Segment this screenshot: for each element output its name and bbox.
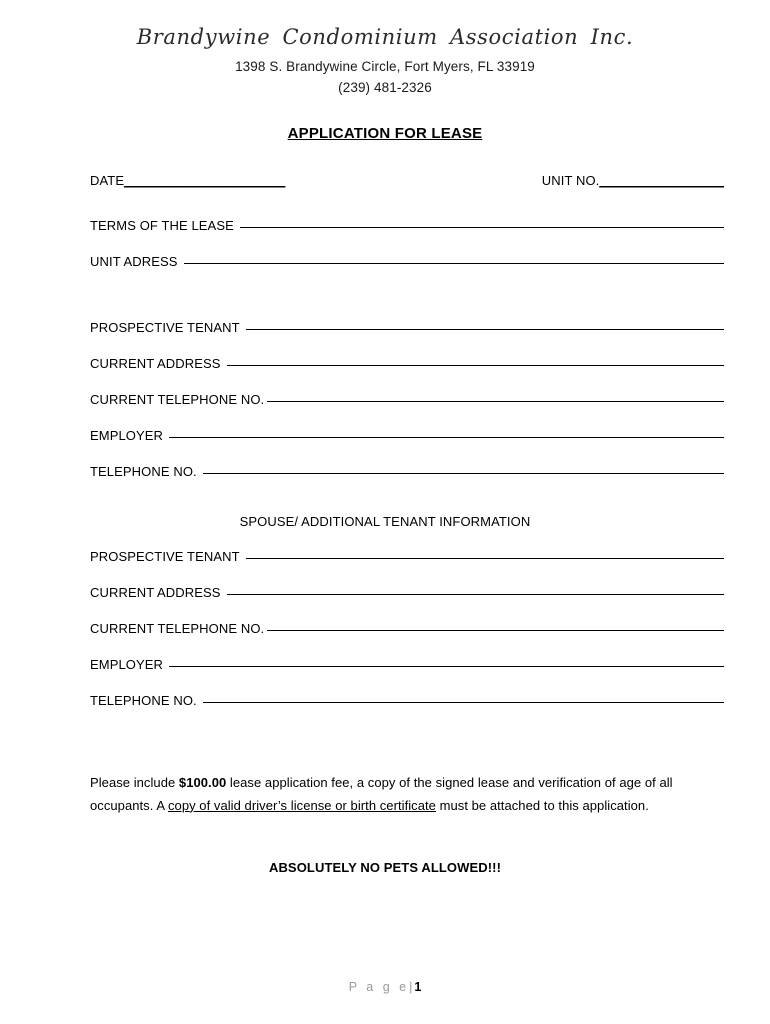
field-input-rule[interactable] (203, 473, 724, 474)
field-label: UNIT ADRESS (90, 254, 178, 270)
page-footer (0, 980, 770, 994)
organization-address: 1398 S. Brandywine Circle, Fort Myers, FL 33919 (235, 59, 535, 75)
form-body (0, 173, 770, 875)
notice-text-part2: lease application fee, a copy of the signed lease and verification of age of all occupants. A (90, 775, 673, 813)
date-field[interactable] (90, 173, 285, 188)
primary-tenant-section (90, 320, 724, 479)
field-label: EMPLOYER (90, 428, 164, 444)
field-input-rule[interactable] (169, 666, 724, 667)
document-title-container (0, 125, 770, 143)
application-fee-notice (90, 772, 726, 818)
page-title: APPLICATION FOR LEASE (287, 125, 483, 143)
field-input-rule[interactable] (267, 630, 724, 631)
field-spouse-current-address[interactable] (90, 585, 724, 600)
field-spouse-telephone-no[interactable] (90, 693, 724, 708)
notice-text-part3: must be attached to this application. (435, 797, 649, 813)
notice-text-part1: Please include (90, 775, 179, 791)
field-label: CURRENT ADDRESS (90, 585, 221, 601)
footer-page-word: P a g e (348, 980, 410, 994)
field-label: TERMS OF THE LEASE (90, 218, 234, 234)
spouse-tenant-section (90, 549, 724, 708)
footer-separator: | (409, 980, 415, 994)
spacer (90, 729, 724, 759)
field-label: TELEPHONE NO. (90, 693, 197, 709)
field-current-address[interactable] (90, 356, 724, 371)
spacer (90, 500, 724, 514)
field-spouse-current-telephone-no[interactable] (90, 621, 724, 636)
date-label: DATE (90, 173, 125, 189)
field-input-rule[interactable] (203, 702, 724, 703)
field-spouse-prospective-tenant[interactable] (90, 549, 724, 564)
field-input-rule[interactable] (227, 594, 724, 595)
field-unit-adress[interactable] (90, 254, 724, 269)
field-input-rule[interactable] (169, 437, 724, 438)
date-input-rule[interactable]: ______________________ (124, 173, 286, 189)
organization-phone: (239) 481-2326 (338, 80, 432, 96)
field-prospective-tenant[interactable] (90, 320, 724, 335)
letterhead (0, 0, 770, 95)
footer-page-number: 1 (414, 980, 422, 994)
field-input-rule[interactable] (240, 227, 724, 228)
field-terms-of-the-lease[interactable] (90, 218, 724, 233)
field-telephone-no[interactable] (90, 464, 724, 479)
field-label: CURRENT TELEPHONE NO. (90, 621, 265, 637)
no-pets-notice: ABSOLUTELY NO PETS ALLOWED!!! (268, 859, 502, 875)
unit-no-field[interactable] (542, 173, 724, 188)
spacer (90, 188, 724, 218)
unit-no-label: UNIT NO. (541, 173, 600, 189)
organization-name: Brandywine Condominium Association Inc. (136, 25, 634, 49)
field-label: CURRENT ADDRESS (90, 356, 221, 372)
field-current-telephone-no[interactable] (90, 392, 724, 407)
field-input-rule[interactable] (246, 558, 724, 559)
field-input-rule[interactable] (246, 329, 724, 330)
field-input-rule[interactable] (184, 263, 724, 264)
field-label: CURRENT TELEPHONE NO. (90, 392, 265, 408)
field-spouse-employer[interactable] (90, 657, 724, 672)
spouse-section-heading: SPOUSE/ ADDITIONAL TENANT INFORMATION (239, 514, 531, 530)
application-fee-amount: $100.00 (178, 775, 227, 791)
required-documents-text: copy of valid driver’s license or birth certificate (167, 797, 436, 813)
field-label: TELEPHONE NO. (90, 464, 197, 480)
unit-no-input-rule[interactable]: _________________ (599, 173, 724, 189)
field-input-rule[interactable] (227, 365, 724, 366)
field-label: PROSPECTIVE TENANT (90, 320, 240, 336)
field-label: EMPLOYER (90, 657, 164, 673)
field-label: PROSPECTIVE TENANT (90, 549, 240, 565)
field-employer[interactable] (90, 428, 724, 443)
field-input-rule[interactable] (267, 401, 724, 402)
spacer (90, 290, 724, 320)
date-unit-row (90, 173, 724, 188)
